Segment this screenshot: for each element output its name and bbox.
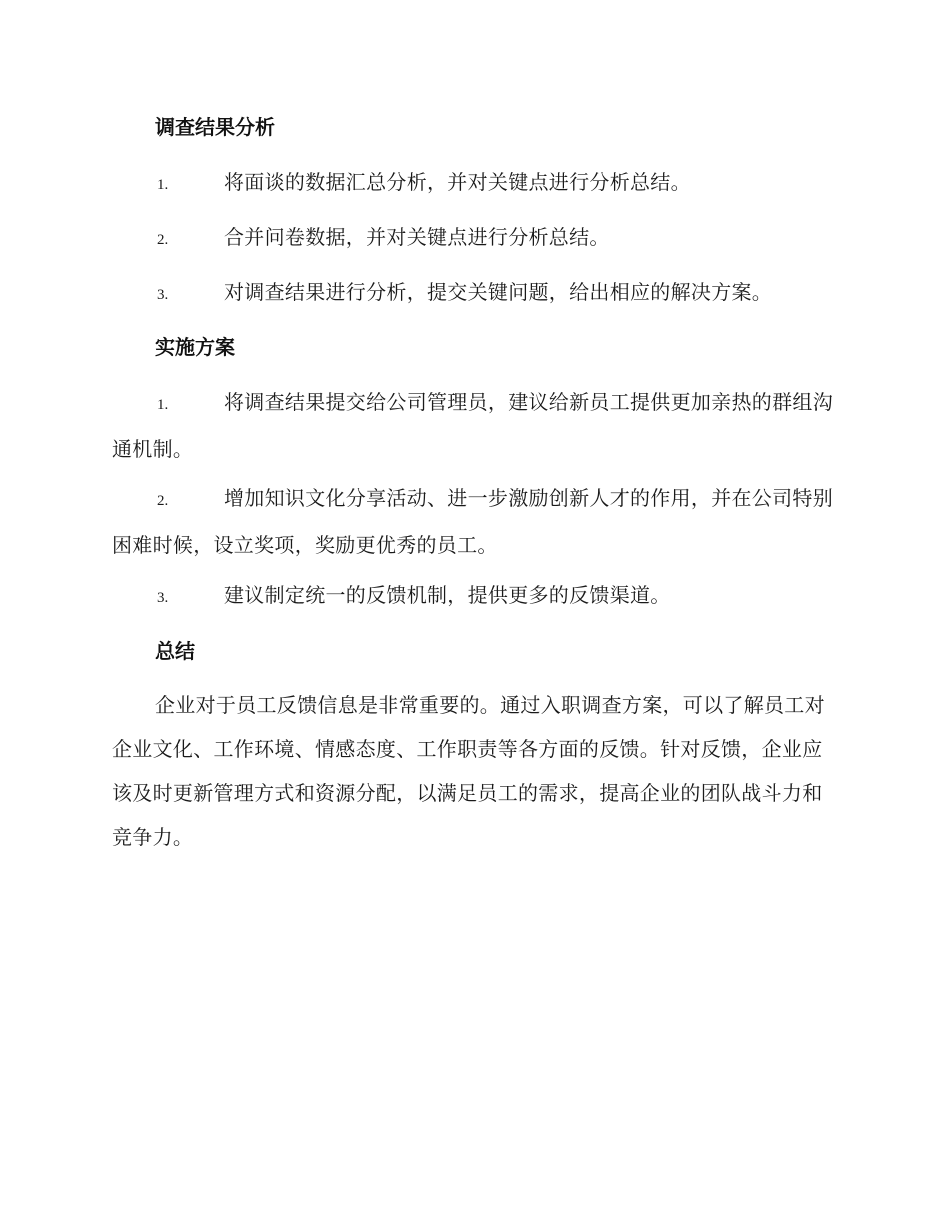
list-item-number: 1. [157, 177, 169, 193]
list-item [112, 380, 834, 471]
list-item-text: 将调查结果提交给公司管理员，建议给新员工提供更加亲热的群组沟通机制。 [112, 390, 833, 461]
list-item-text: 对调查结果进行分析，提交关键问题，给出相应的解决方案。 [224, 280, 773, 304]
list-item-text: 合并问卷数据，并对关键点进行分析总结。 [224, 225, 610, 249]
list-item [112, 573, 834, 620]
list-item [112, 160, 834, 207]
list-item-text: 增加知识文化分享活动、进一步激励创新人才的作用，并在公司特别困难时候，设立奖项，奖励更优秀的员工。 [112, 486, 833, 557]
list-item-text: 将面谈的数据汇总分析，并对关键点进行分析总结。 [224, 170, 691, 194]
list-item-number: 3. [157, 590, 169, 606]
list-item [112, 215, 834, 262]
list-item-text: 建议制定统一的反馈机制，提供更多的反馈渠道。 [224, 583, 671, 607]
section-heading-survey-analysis: 调查结果分析 [155, 115, 275, 139]
list-item [112, 476, 834, 567]
section-heading-summary: 总结 [155, 639, 195, 663]
list-item [112, 270, 834, 317]
list-item-number: 1. [157, 397, 169, 413]
section-heading-implementation: 实施方案 [155, 335, 235, 359]
list-item-number: 2. [157, 232, 169, 248]
summary-paragraph: 企业对于员工反馈信息是非常重要的。通过入职调查方案，可以了解员工对企业文化、工作环境、情感态度、工作职责等各方面的反馈。针对反馈，企业应该及时更新管理方式和资源分配，以满足员工的需求，提高企业的团队战斗力和竞争力。 [112, 693, 825, 849]
list-item-number: 2. [157, 493, 169, 509]
list-item-number: 3. [157, 287, 169, 303]
